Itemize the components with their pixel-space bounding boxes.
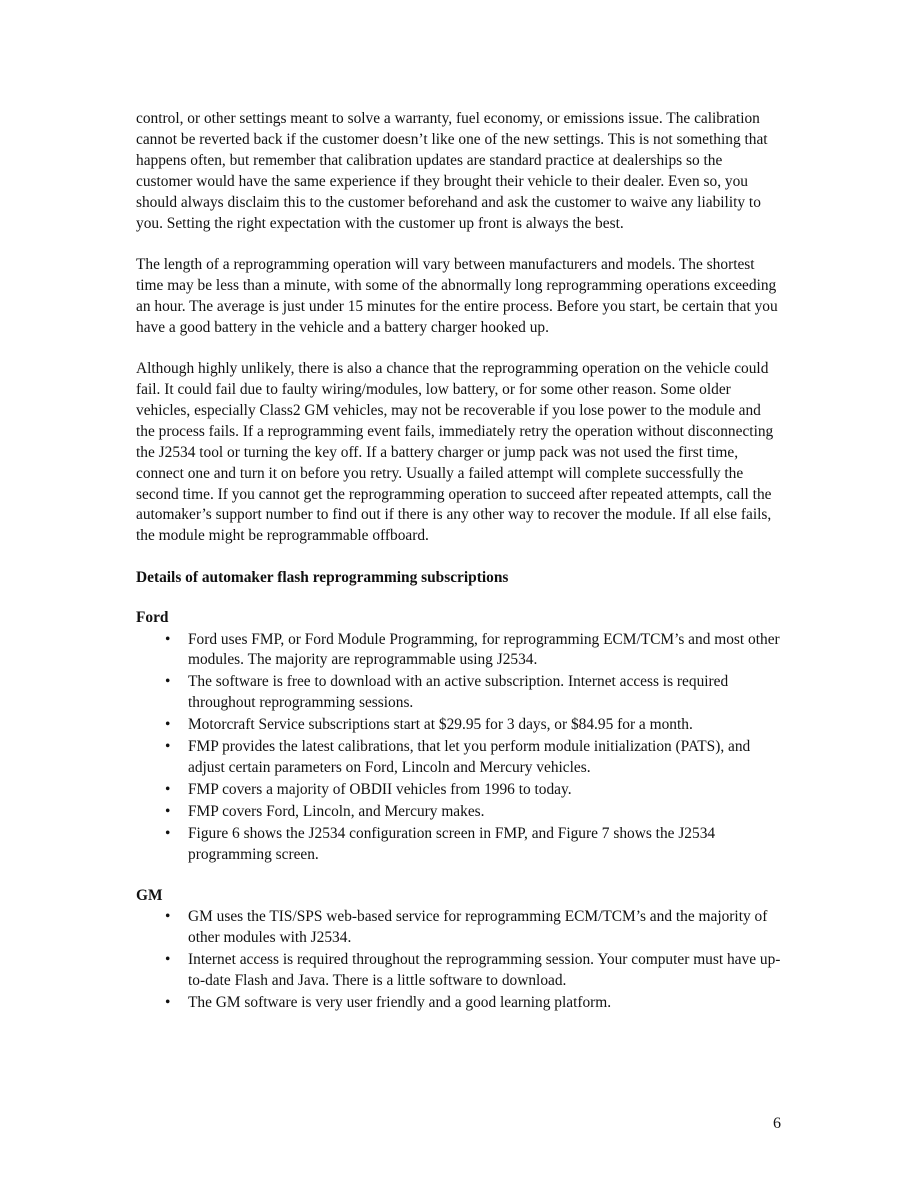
section-heading: Details of automaker flash reprogramming subscriptions (136, 568, 509, 586)
bullet-icon: • (165, 951, 171, 969)
gm-list (136, 907, 782, 1014)
paragraph-calibration: control, or other settings meant to solve a warranty, fuel economy, or emissions issue. The calibration cannot be reverted back if the customer doesn’t like one of the new settings. This is not something that happens often, but remember that calibration updates are standard practice at dealerships so the customer would have the same experience if they brought their vehicle to their dealer. Even so, you should always disclaim this to the customer beforehand and ask the customer to waive any liability to you. Setting the right expectation with the customer up front is always the best. (136, 110, 768, 232)
gm-heading: GM (136, 886, 163, 904)
paragraph-duration: The length of a reprogramming operation will vary between manufacturers and models. The shortest time may be less than a minute, with some of the abnormally long reprogramming operations exceeding an hour. The average is just under 15 minutes for the entire process. Before you start, be certain that you have a good battery in the vehicle and a battery charger hooked up. (136, 255, 778, 336)
bullet-icon: • (165, 908, 171, 926)
list-item (165, 715, 782, 736)
page-number: 6 (773, 1115, 781, 1132)
list-item-text: FMP covers Ford, Lincoln, and Mercury makes. (188, 802, 485, 820)
ford-list (136, 630, 782, 866)
list-item-text: Internet access is required throughout the reprogramming session. Your computer must have up-to-date Flash and Java. There is a little software to download. (188, 951, 781, 990)
bullet-icon: • (165, 673, 171, 691)
list-item-text: Ford uses FMP, or Ford Module Programming, for reprogramming ECM/TCM’s and most other modules. The majority are reprogrammable using J2534. (188, 630, 780, 669)
list-item (165, 950, 782, 992)
list-item (165, 737, 782, 779)
ford-heading: Ford (136, 608, 169, 626)
bullet-icon: • (165, 630, 171, 648)
bullet-icon: • (165, 802, 171, 820)
list-item-text: The software is free to download with an active subscription. Internet access is required throughout reprogramming sessions. (188, 673, 729, 712)
bullet-icon: • (165, 716, 171, 734)
list-item-text: Figure 6 shows the J2534 configuration screen in FMP, and Figure 7 shows the J2534 programming screen. (188, 824, 716, 863)
bullet-icon: • (165, 738, 171, 756)
list-item-text: GM uses the TIS/SPS web-based service for reprogramming ECM/TCM’s and the majority of other modules with J2534. (188, 908, 768, 947)
list-item (165, 780, 782, 801)
list-item-text: FMP covers a majority of OBDII vehicles from 1996 to today. (188, 780, 572, 798)
list-item-text: The GM software is very user friendly and a good learning platform. (188, 994, 612, 1012)
list-item (165, 907, 782, 949)
bullet-icon: • (165, 824, 171, 842)
paragraph-failure: Although highly unlikely, there is also a chance that the reprogramming operation on the vehicle could fail. It could fail due to faulty wiring/modules, low battery, or for some other reason. Some older vehicles, especially Class2 GM vehicles, may not be recoverable if you lose power to the module and the process fails. If a reprogramming event fails, immediately retry the operation without disconnecting the J2534 tool or turning the key off. If a battery charger or jump pack was not used the first time, connect one and turn it on before you retry. Usually a failed attempt will complete successfully the second time. If you cannot get the reprogramming operation to succeed after repeated attempts, call the automaker’s support number to find out if there is any other way to recover the module. If all else fails, the module might be reprogrammable offboard. (136, 360, 774, 545)
list-item (165, 824, 782, 866)
list-item (165, 630, 782, 672)
list-item (165, 993, 782, 1014)
list-item (165, 802, 782, 823)
list-item-text: Motorcraft Service subscriptions start at $29.95 for 3 days, or $84.95 for a month. (188, 716, 693, 734)
bullet-icon: • (165, 780, 171, 798)
list-item-text: FMP provides the latest calibrations, that let you perform module initialization (PATS), and adjust certain parameters on Ford, Lincoln and Mercury vehicles. (188, 738, 751, 776)
list-item (165, 672, 782, 714)
bullet-icon: • (165, 994, 171, 1012)
